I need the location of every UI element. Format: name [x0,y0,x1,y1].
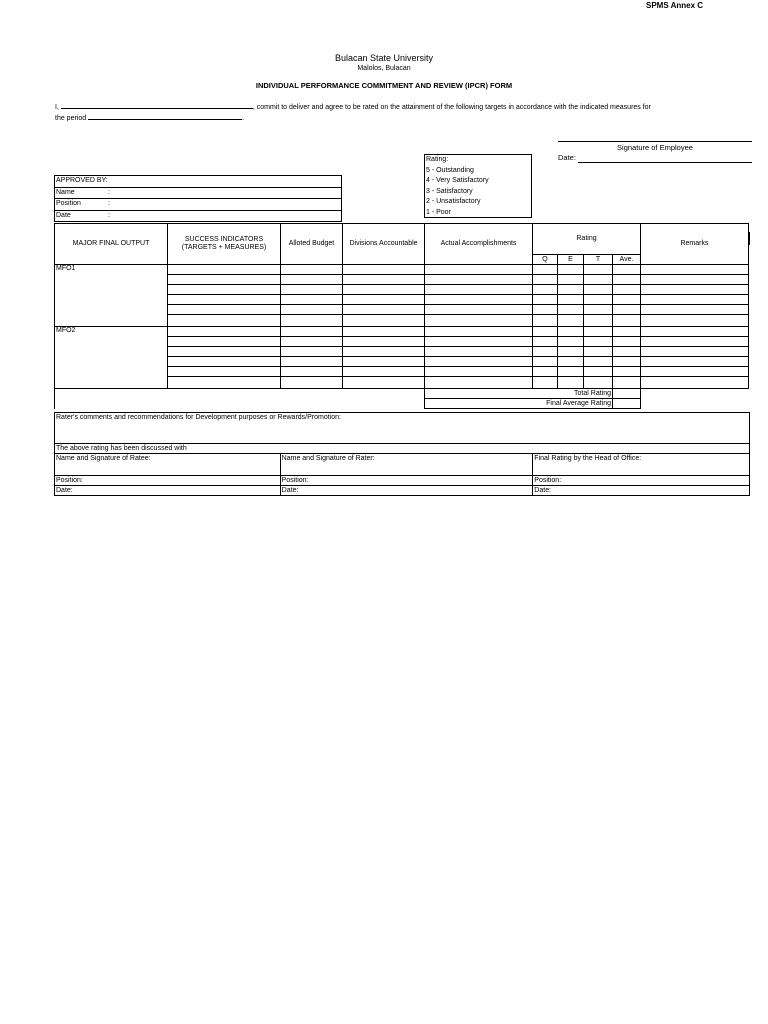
header-actual-accomplishments: Actual Accomplishments [425,224,533,265]
table-cell[interactable] [343,315,425,327]
table-cell[interactable] [584,337,613,347]
table-cell[interactable] [343,337,425,347]
table-cell[interactable] [641,285,749,295]
table-cell[interactable] [584,327,613,337]
total-rating-value[interactable] [613,389,641,399]
table-cell[interactable] [558,347,584,357]
table-cell[interactable] [584,377,613,389]
table-cell[interactable] [425,337,533,347]
table-cell[interactable] [425,377,533,389]
period-prefix: the period [55,115,89,122]
table-cell[interactable] [613,337,641,347]
spacer [641,399,749,409]
approved-name-label: Name [56,188,75,196]
header-divisions-accountable: Divisions Accountable [343,224,425,265]
table-cell[interactable] [425,265,533,275]
table-cell[interactable] [281,305,343,315]
table-cell[interactable] [168,357,281,367]
table-cell[interactable] [281,337,343,347]
spacer [55,399,425,409]
rater-position-field[interactable]: Position: [280,476,533,486]
table-cell[interactable] [281,275,343,285]
table-cell[interactable] [281,367,343,377]
employee-date-label: Date: [558,153,576,162]
header-rating: Rating [533,224,641,255]
approved-date-field[interactable] [55,211,341,222]
table-cell[interactable] [584,305,613,315]
table-cell[interactable] [343,327,425,337]
table-cell[interactable] [558,377,584,389]
table-cell[interactable] [281,295,343,305]
commitment-line [55,101,651,111]
table-cell[interactable] [641,367,749,377]
table-cell[interactable] [533,275,558,285]
spacer [55,389,425,399]
table-cell[interactable] [613,305,641,315]
table-cell[interactable] [281,377,343,389]
rating-scale-item: 2 - Unsatisfactory [426,198,481,205]
table-cell[interactable] [613,367,641,377]
table-cell[interactable] [641,337,749,347]
table-cell[interactable] [613,295,641,305]
table-cell[interactable] [533,337,558,347]
table-cell[interactable] [168,305,281,315]
rating-scale-title: Rating: [426,156,449,163]
total-rating-label: Total Rating [425,389,613,399]
ratee-signature-field[interactable]: Name and Signature of Ratee: [55,454,281,476]
table-cell[interactable] [558,285,584,295]
commitment-prefix: I, [55,104,61,111]
table-cell[interactable] [533,357,558,367]
header-major-final-output: MAJOR FINAL OUTPUT [55,224,168,265]
table-cell[interactable] [641,357,749,367]
table-cell[interactable] [281,315,343,327]
header-ave: Ave. [613,255,641,265]
table-cell[interactable] [533,367,558,377]
table-cell[interactable] [281,285,343,295]
table-cell[interactable] [343,367,425,377]
table-cell[interactable] [168,315,281,327]
table-cell[interactable] [425,285,533,295]
approved-by-title: APPROVED BY: [55,176,341,188]
header-e: E [558,255,584,265]
period-blank[interactable] [88,112,245,122]
table-cell[interactable] [584,265,613,275]
university-name: Bulacan State University [334,53,434,63]
ratee-date-field[interactable]: Date: [55,486,281,496]
colon: : [108,188,110,196]
table-cell[interactable] [168,295,281,305]
rating-scale-item: 3 - Satisfactory [426,187,473,195]
table-cell[interactable] [425,357,533,367]
table-cell[interactable] [558,357,584,367]
rating-scale-box [424,154,532,218]
table-cell[interactable] [613,315,641,327]
table-cell[interactable] [168,377,281,389]
header-success-indicators: SUCCESS INDICATORS (TARGETS + MEASURES) [168,224,281,265]
table-cell[interactable] [558,315,584,327]
approved-position-field[interactable] [55,199,341,211]
table-cell[interactable] [613,275,641,285]
table-cell[interactable] [533,377,558,389]
review-table [54,412,750,496]
head-position-field[interactable]: Position: [533,476,750,486]
column-edge-mark [748,232,750,245]
table-cell[interactable] [343,295,425,305]
discussed-with-label: The above rating has been discussed with [55,444,750,454]
table-cell[interactable] [641,327,749,337]
table-cell[interactable] [613,327,641,337]
approved-name-field[interactable] [55,188,341,200]
table-cell[interactable] [281,327,343,337]
table-cell[interactable] [533,305,558,315]
table-cell[interactable] [641,347,749,357]
table-cell[interactable] [584,357,613,367]
table-cell[interactable] [425,315,533,327]
employee-date-line[interactable] [578,162,752,163]
table-cell[interactable] [584,295,613,305]
table-cell[interactable] [281,265,343,275]
table-cell[interactable] [558,337,584,347]
table-cell[interactable] [641,305,749,315]
table-cell[interactable] [281,347,343,357]
rater-comments-field[interactable]: Rater's comments and recommendations for Development purposes or Rewards/Promotion: [55,413,750,444]
table-cell[interactable] [558,327,584,337]
table-cell[interactable] [584,275,613,285]
rater-date-field[interactable]: Date: [280,486,533,496]
table-cell[interactable] [613,377,641,389]
rating-scale-item: 5 - Outstanding [426,166,474,174]
ratee-position-field[interactable]: Position: [55,476,281,486]
header-t: T [584,255,613,265]
table-cell[interactable] [425,305,533,315]
rating-scale-item: 4 - Very Satisfactory [426,177,489,184]
table-cell[interactable] [533,327,558,337]
table-cell[interactable] [558,295,584,305]
final-average-rating-label: Final Average Rating [425,399,613,409]
table-cell[interactable] [641,295,749,305]
table-cell[interactable] [343,377,425,389]
colon: : [108,200,110,207]
signature-line[interactable] [558,141,752,142]
table-cell[interactable] [343,347,425,357]
table-cell[interactable] [641,265,749,275]
table-cell[interactable] [168,367,281,377]
table-cell[interactable] [558,265,584,275]
table-cell[interactable] [281,357,343,367]
table-cell[interactable] [425,327,533,337]
bottom-section [54,412,750,496]
form-title: INDIVIDUAL PERFORMANCE COMMITMENT AND REVIEW (IPCR) FORM [255,81,513,90]
table-cell[interactable] [584,367,613,377]
header-remarks: Remarks [641,224,749,265]
table-cell[interactable] [168,347,281,357]
mfo1-cell: MFO1 [55,265,168,327]
table-cell[interactable] [533,295,558,305]
employee-name-blank[interactable] [61,101,253,109]
table-cell[interactable] [584,315,613,327]
period-line [55,112,244,122]
table-cell[interactable] [343,265,425,275]
table-cell[interactable] [584,285,613,295]
table-cell[interactable] [425,347,533,357]
table-cell[interactable] [425,275,533,285]
rater-signature-field[interactable]: Name and Signature of Rater: [280,454,533,476]
university-address: Malolos, Bulacan [357,65,411,72]
table-cell[interactable] [613,285,641,295]
head-date-field[interactable]: Date: [533,486,750,496]
table-cell[interactable] [533,265,558,275]
rating-scale-item: 1 - Poor [426,208,451,216]
table-cell[interactable] [613,347,641,357]
header-q: Q [533,255,558,265]
table-cell[interactable] [168,265,281,275]
table-cell[interactable] [425,295,533,305]
annex-label: SPMS Annex C [646,1,704,10]
head-final-rating-field[interactable]: Final Rating by the Head of Office: [533,454,750,476]
table-cell[interactable] [584,347,613,357]
header-alloted-budget: Alloted Budget [281,224,343,265]
ipcr-table [54,223,749,409]
table-cell[interactable] [558,275,584,285]
table-cell[interactable] [343,305,425,315]
table-cell[interactable] [168,285,281,295]
table-cell[interactable] [168,327,281,337]
final-average-rating-value[interactable] [613,399,641,409]
table-cell[interactable] [343,285,425,295]
table-cell[interactable] [533,285,558,295]
approved-date-label: Date [56,211,71,219]
period-suffix: . [242,115,245,122]
table-cell[interactable] [343,275,425,285]
table-cell[interactable] [641,377,749,389]
table-cell[interactable] [533,315,558,327]
table-cell[interactable] [558,367,584,377]
colon: : [108,211,110,219]
spacer [641,389,749,399]
table-cell[interactable] [641,315,749,327]
ipcr-table-wrap [54,223,749,409]
approved-position-label: Position [56,200,81,207]
table-cell[interactable] [613,265,641,275]
table-cell[interactable] [343,357,425,367]
mfo2-cell: MFO2 [55,327,168,389]
approved-by-box [54,175,342,222]
table-cell[interactable] [613,357,641,367]
table-cell[interactable] [168,337,281,347]
table-cell[interactable] [425,367,533,377]
table-cell[interactable] [641,275,749,285]
commitment-text: , commit to deliver and agree to be rated on the attainment of the following targets in accordance with the indicated measures for [252,104,651,111]
signature-of-employee-label: Signature of Employee [617,143,693,152]
table-cell[interactable] [558,305,584,315]
table-cell[interactable] [533,347,558,357]
table-cell[interactable] [168,275,281,285]
